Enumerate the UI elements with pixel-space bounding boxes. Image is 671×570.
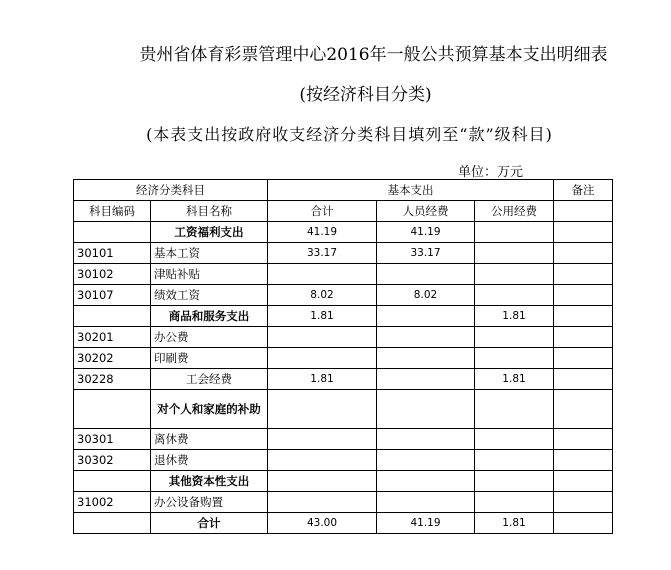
table-row (74, 450, 613, 471)
document-title-text: 贵州省体育彩票管理中心2016年一般公共预算基本支出明细表 (139, 45, 608, 65)
header-code: 科目编码 (74, 201, 151, 222)
cell-public (475, 450, 554, 471)
cell-total (268, 450, 377, 471)
cell-code: 30301 (74, 429, 151, 450)
cell-code (74, 306, 151, 327)
budget-detail-table (73, 179, 613, 534)
cell-name: 其他资本性支出 (151, 471, 268, 492)
cell-personnel (377, 264, 475, 285)
cell-code (74, 471, 151, 492)
cell-personnel (377, 306, 475, 327)
cell-name: 办公费 (151, 327, 268, 348)
cell-remark (554, 369, 613, 390)
cell-remark (554, 285, 613, 306)
cell-personnel (377, 471, 475, 492)
cell-code: 30107 (74, 285, 151, 306)
cell-remark (554, 471, 613, 492)
cell-name: 基本工资 (151, 243, 268, 264)
cell-personnel (377, 348, 475, 369)
table-row (74, 369, 613, 390)
header-total: 合计 (268, 201, 377, 222)
table-row (74, 327, 613, 348)
cell-name: 工资福利支出 (151, 222, 268, 243)
cell-code (74, 513, 151, 534)
cell-name: 绩效工资 (151, 285, 268, 306)
table-row (74, 348, 613, 369)
cell-personnel (377, 492, 475, 513)
cell-name: 对个人和家庭的补助 (151, 390, 268, 429)
cell-code: 30101 (74, 243, 151, 264)
unit-label: 单位：万元 (458, 165, 524, 180)
table-row (74, 429, 613, 450)
cell-personnel: 33.17 (377, 243, 475, 264)
cell-total (268, 471, 377, 492)
cell-remark (554, 429, 613, 450)
cell-public: 1.81 (475, 513, 554, 534)
cell-code: 30202 (74, 348, 151, 369)
table-row (74, 243, 613, 264)
header-basic-expenditure: 基本支出 (268, 180, 554, 201)
cell-total (268, 327, 377, 348)
cell-total: 41.19 (268, 222, 377, 243)
cell-personnel: 8.02 (377, 285, 475, 306)
cell-code (74, 390, 151, 429)
table-row (74, 264, 613, 285)
cell-name: 办公设备购置 (151, 492, 268, 513)
cell-code: 30228 (74, 369, 151, 390)
table-header-row-2 (74, 201, 613, 222)
cell-public (475, 390, 554, 429)
cell-total (268, 429, 377, 450)
cell-name: 印刷费 (151, 348, 268, 369)
cell-remark (554, 243, 613, 264)
cell-total: 33.17 (268, 243, 377, 264)
cell-personnel (377, 369, 475, 390)
classification-note-text: (本表支出按政府收支经济分类科目填列至“款”级科目) (146, 125, 553, 144)
table-total-row (74, 513, 613, 534)
cell-public: 1.81 (475, 369, 554, 390)
cell-total: 43.00 (268, 513, 377, 534)
table-row (74, 390, 613, 429)
cell-public (475, 327, 554, 348)
table-header-row-1 (74, 180, 613, 201)
cell-personnel (377, 327, 475, 348)
cell-remark (554, 390, 613, 429)
document-subtitle (0, 80, 671, 105)
table-row (74, 285, 613, 306)
table-row (74, 222, 613, 243)
cell-public (475, 348, 554, 369)
cell-code: 31002 (74, 492, 151, 513)
cell-personnel: 41.19 (377, 513, 475, 534)
cell-public (475, 471, 554, 492)
cell-code (74, 222, 151, 243)
cell-remark (554, 306, 613, 327)
cell-personnel (377, 390, 475, 429)
cell-remark (554, 492, 613, 513)
cell-remark (554, 264, 613, 285)
cell-total: 8.02 (268, 285, 377, 306)
classification-note (0, 122, 671, 145)
header-remark-blank (554, 201, 613, 222)
table-row (74, 471, 613, 492)
cell-public (475, 264, 554, 285)
header-name: 科目名称 (151, 201, 268, 222)
cell-code: 30102 (74, 264, 151, 285)
cell-personnel (377, 429, 475, 450)
table-row (74, 492, 613, 513)
cell-total (268, 492, 377, 513)
cell-name: 退休费 (151, 450, 268, 471)
cell-total (268, 264, 377, 285)
cell-name: 合计 (151, 513, 268, 534)
table-row (74, 306, 613, 327)
cell-remark (554, 222, 613, 243)
document-title (0, 40, 671, 65)
cell-name: 工会经费 (151, 369, 268, 390)
header-personnel: 人员经费 (377, 201, 475, 222)
cell-remark (554, 348, 613, 369)
cell-public (475, 429, 554, 450)
cell-total (268, 348, 377, 369)
cell-code: 30201 (74, 327, 151, 348)
cell-public (475, 492, 554, 513)
header-public: 公用经费 (475, 201, 554, 222)
cell-name: 津贴补贴 (151, 264, 268, 285)
cell-total (268, 390, 377, 429)
cell-total: 1.81 (268, 369, 377, 390)
cell-personnel (377, 450, 475, 471)
header-econ-class: 经济分类科目 (74, 180, 268, 201)
cell-total: 1.81 (268, 306, 377, 327)
cell-personnel: 41.19 (377, 222, 475, 243)
cell-public: 1.81 (475, 306, 554, 327)
cell-public (475, 222, 554, 243)
cell-remark (554, 450, 613, 471)
cell-code: 30302 (74, 450, 151, 471)
cell-name: 离休费 (151, 429, 268, 450)
cell-remark (554, 513, 613, 534)
cell-public (475, 285, 554, 306)
cell-remark (554, 327, 613, 348)
cell-public (475, 243, 554, 264)
cell-name: 商品和服务支出 (151, 306, 268, 327)
document-subtitle-text: (按经济科目分类) (299, 85, 432, 105)
header-remark: 备注 (554, 180, 613, 201)
